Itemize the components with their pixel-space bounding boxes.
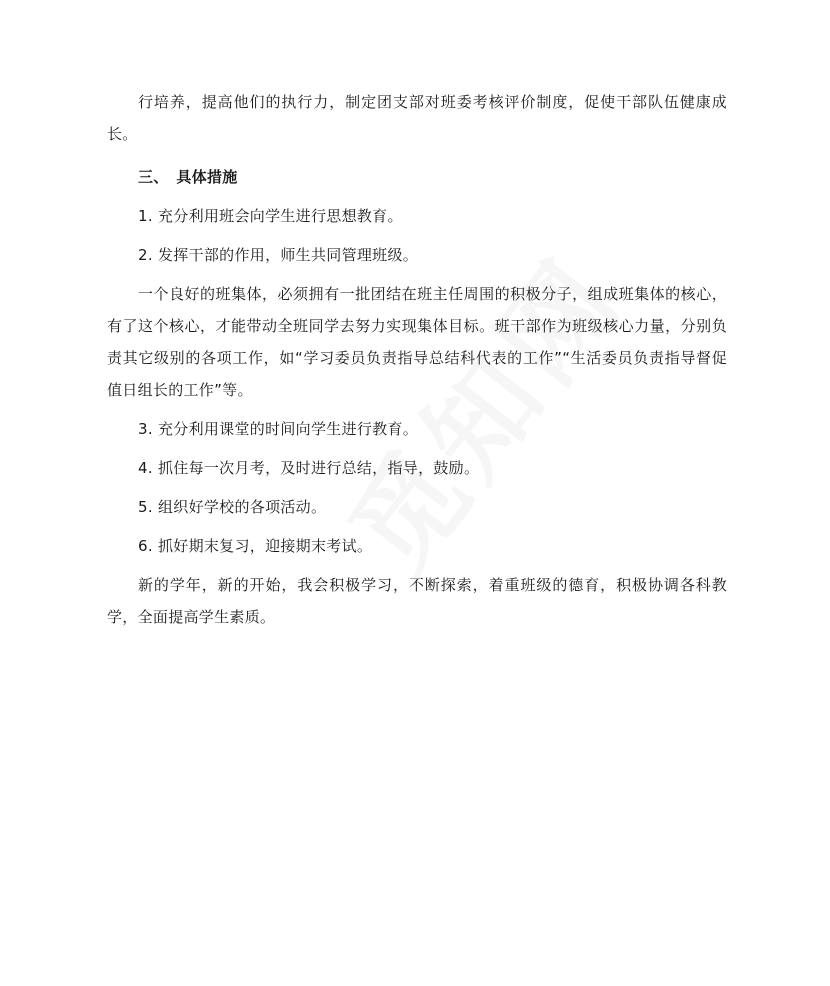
document-body xyxy=(107,86,727,640)
list-item-6: 6. 抓好期末复习，迎接期末考试。 xyxy=(138,537,373,555)
list-item-3: 3. 充分利用课堂的时间向学生进行教育。 xyxy=(138,420,419,438)
list-item-2: 2. 发挥干部的作用，师生共同管理班级。 xyxy=(138,246,419,264)
paragraph-continued-training: 行培养，提高他们的执行力，制定团支部对班委考核评价制度，促使干部队伍健康成长。 xyxy=(107,93,727,143)
list-item-4: 4. 抓住每一次月考，及时进行总结，指导，鼓励。 xyxy=(138,459,480,477)
section-heading-measures: 三、 具体措施 xyxy=(138,168,238,186)
paragraph-conclusion: 新的学年，新的开始，我会积极学习，不断探索，着重班级的德育，积极协调各科教学，全面提高学生素质。 xyxy=(107,576,727,626)
list-item-5: 5. 组织好学校的各项活动。 xyxy=(138,498,327,516)
paragraph-class-core: 一个良好的班集体，必须拥有一批团结在班主任周围的积极分子，组成班集体的核心，有了这个核心，才能带动全班同学去努力实现集体目标。班干部作为班级核心力量，分别负责其它级别的各项工作，如“学习委员负责指导总结科代表的工作”“生活委员负责指导督促值日组长的工作”等。 xyxy=(107,285,727,399)
list-item-1: 1. 充分利用班会向学生进行思想教育。 xyxy=(138,207,403,225)
